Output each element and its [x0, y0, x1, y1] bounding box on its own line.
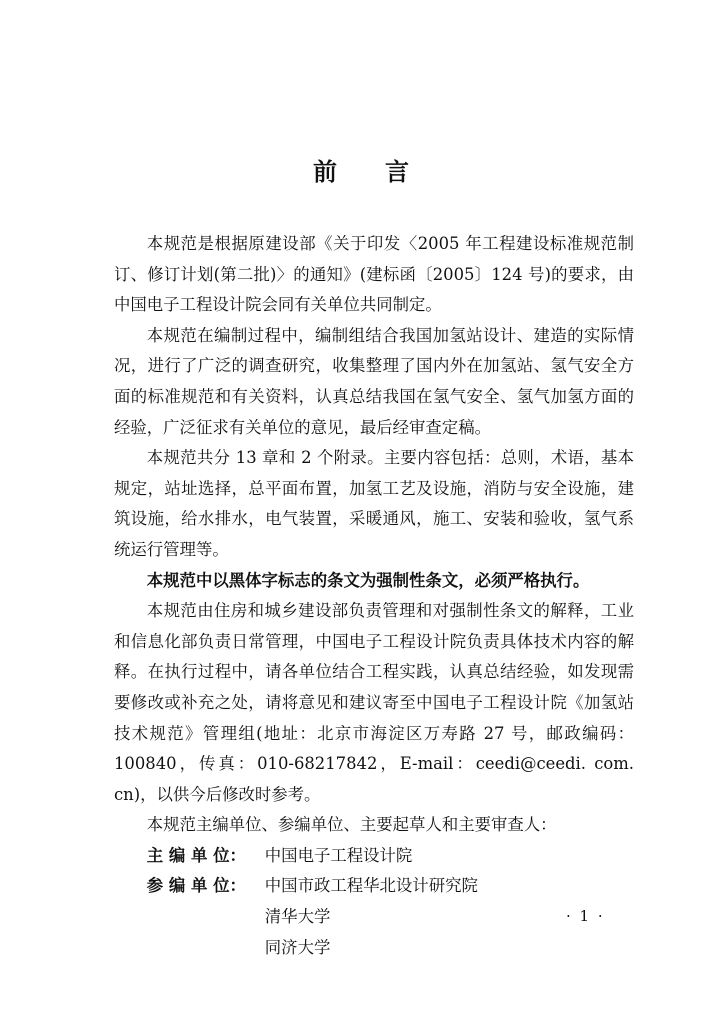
paragraph-mandatory: 本规范中以黑体字标志的条文为强制性条文，必须严格执行。 — [146, 570, 590, 590]
title-char-2: 言 — [385, 158, 411, 186]
paragraph-process: 本规范在编制过程中，编制组结合我国加氢站设计、建造的实际情况，进行了广泛的调查研究，收集整理了国内外在加氢站、氢气安全方面的标准规范和有关资料，认真总结我国在氢气安全、氢气加氢方面的经验，广泛征求有关单位的意见，最后经审查定稿。 — [114, 325, 634, 437]
chief-unit-value: 中国电子工程设计院 — [264, 845, 413, 865]
paragraph-management: 本规范由住房和城乡建设部负责管理和对强制性条文的解释，工业和信息化部负责日常管理，中国电子工程设计院负责具体技术内容的解释。在执行过程中，请各单位结合工程实践，认真总结经验，如发现需要修改或补充之处，请将意见和建议寄至中国电子工程设计院《加氢站技术规范》管理组(地址：北京市海淀区万寿路 27 号，邮政编码：100840，传真：010-68217842，E-mail：ceedi@ceedi. com. cn)，以供今后修改时参考。 — [114, 601, 634, 804]
paragraph-basis: 本规范是根据原建设部《关于印发〈2005 年工程建设标准规范制订、修订计划(第二批)〉的通知》(建标函〔2005〕124 号)的要求，由中国电子工程设计院会同有关单位共同制定。 — [114, 234, 634, 315]
chief-unit-row — [147, 841, 634, 872]
participating-unit-2: 清华大学 — [264, 907, 331, 927]
participating-unit-row — [147, 871, 634, 963]
participating-unit-label: 参 编 单 位： — [146, 876, 246, 896]
chief-unit-label: 主 编 单 位： — [146, 845, 246, 865]
title-char-1: 前 — [313, 158, 339, 186]
paragraph-contents: 本规范共分 13 章和 2 个附录。主要内容包括：总则，术语，基本规定，站址选择，总平面布置，加氢工艺及设施，消防与安全设施，建筑设施，给水排水，电气装置，采暖通风，施工、安装和验收，氢气系统运行管理等。 — [114, 448, 634, 559]
page-title — [0, 152, 724, 187]
page-number: · 1 · — [566, 907, 605, 925]
foreword-body — [114, 229, 634, 963]
units-list — [114, 841, 634, 963]
participating-unit-1: 中国市政工程华北设计研究院 — [264, 876, 478, 896]
paragraph-units-intro: 本规范主编单位、参编单位、主要起草人和主要审查人： — [146, 815, 557, 835]
participating-unit-3: 同济大学 — [264, 937, 331, 957]
